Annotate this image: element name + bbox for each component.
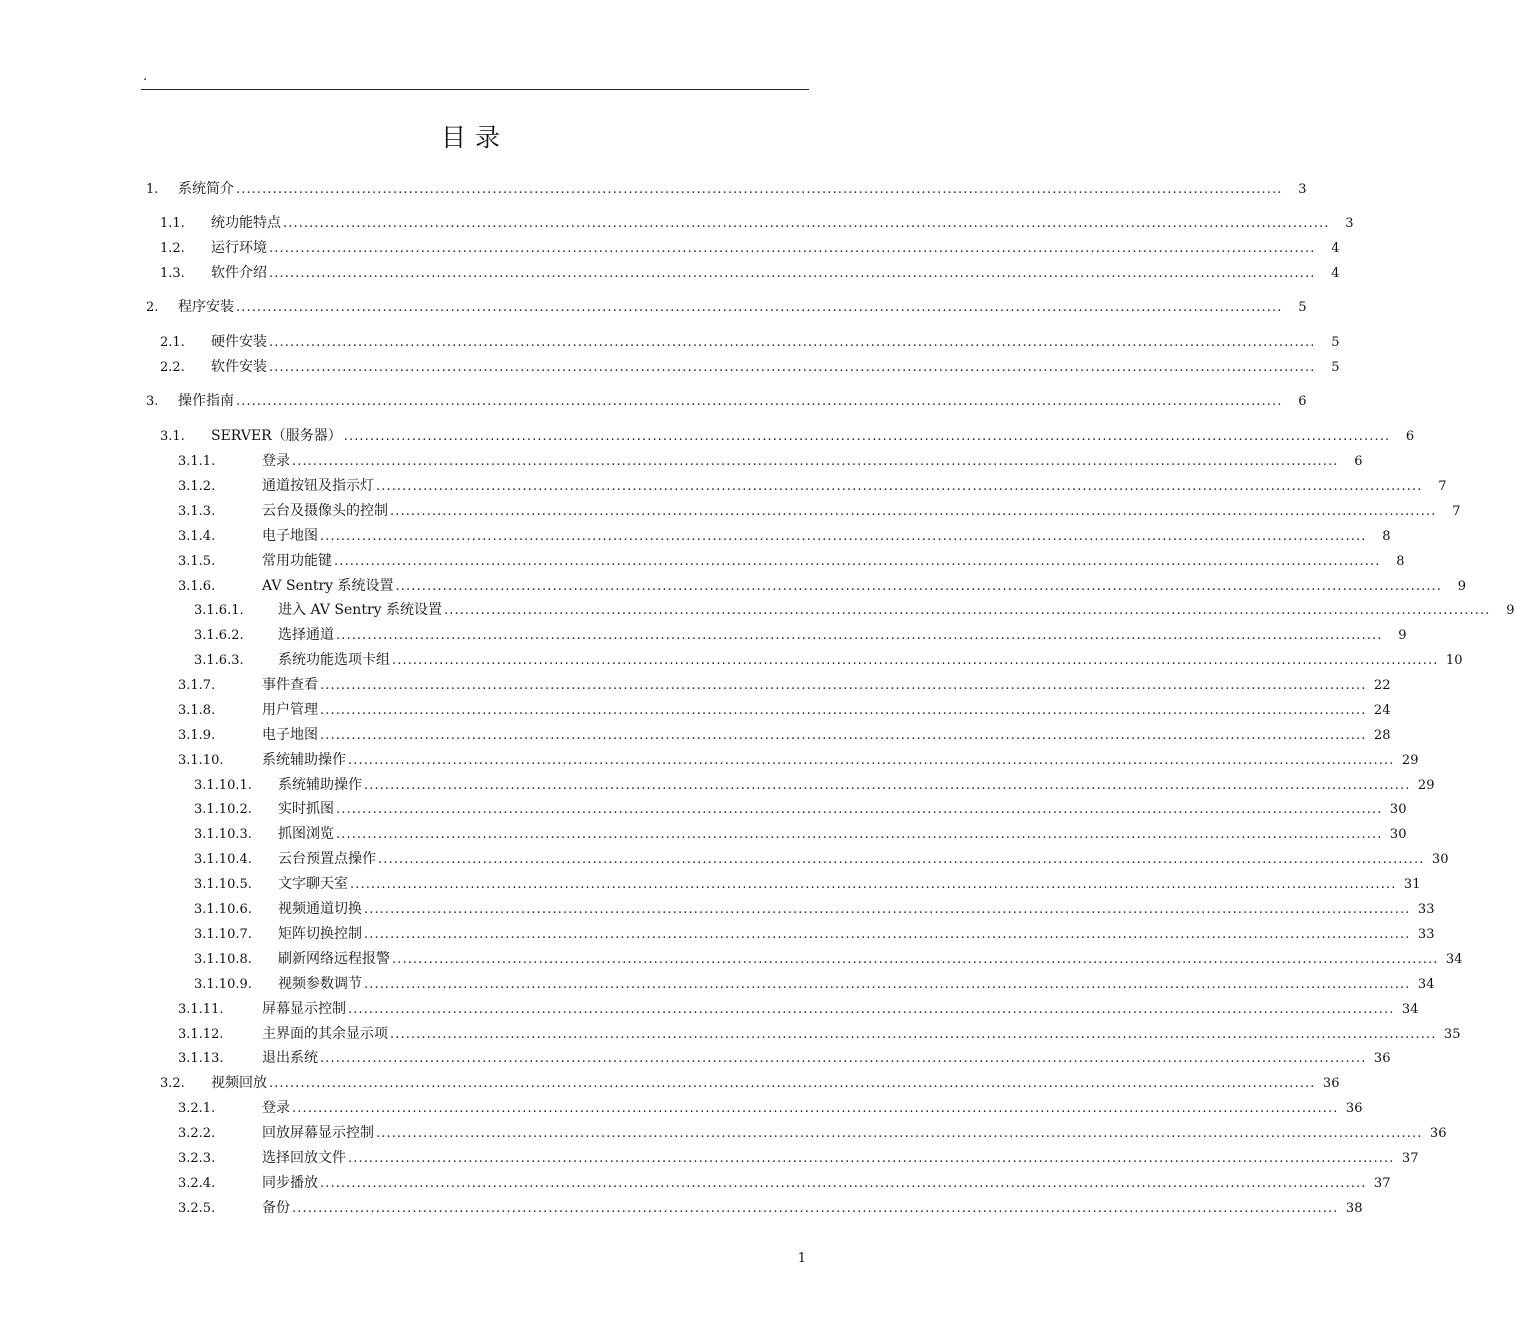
toc-entry-number: 3.1.10.4. xyxy=(194,852,252,867)
header-mark: . xyxy=(143,69,148,84)
toc-entry[interactable] xyxy=(178,674,1391,694)
toc-entry-number: 3.1.6.1. xyxy=(194,603,244,618)
toc-entry[interactable] xyxy=(160,212,1354,232)
toc-entry-title: 实时抓图 xyxy=(278,801,334,817)
toc-leader-dots: ........................................................................................................................................................................................................ xyxy=(320,1176,1367,1191)
toc-entry[interactable] xyxy=(194,624,1407,644)
toc-entry-number: 3.1.10.1. xyxy=(194,778,252,793)
toc-entry-page: 28 xyxy=(1373,728,1391,743)
toc-entry-page: 4 xyxy=(1331,241,1340,256)
toc-entry-title: 云台预置点操作 xyxy=(278,851,376,867)
toc-leader-dots: ........................................................................................................................................................................................................ xyxy=(392,952,1439,967)
toc-entry-page: 6 xyxy=(1405,429,1415,444)
toc-entry[interactable] xyxy=(146,390,1307,410)
toc-leader-dots: ........................................................................................................................................................................................................ xyxy=(376,1126,1423,1141)
toc-entry[interactable] xyxy=(194,973,1435,993)
toc-entry-title: 登录 xyxy=(262,453,290,469)
toc-entry-title: 视频通道切换 xyxy=(278,901,362,917)
toc-entry-title: 同步播放 xyxy=(262,1175,318,1191)
toc-entry-page: 5 xyxy=(1298,300,1307,315)
toc-leader-dots: ........................................................................................................................................................................................................ xyxy=(269,241,1316,256)
toc-entry[interactable] xyxy=(194,774,1435,794)
toc-entry-number: 3.1.10.2. xyxy=(194,802,252,817)
toc-entry[interactable] xyxy=(194,599,1514,619)
toc-entry-page: 9 xyxy=(1398,628,1407,643)
toc-entry-title: 备份 xyxy=(262,1200,290,1216)
toc-entry[interactable] xyxy=(160,425,1415,445)
toc-leader-dots: ........................................................................................................................................................................................................ xyxy=(343,429,1391,444)
toc-entry-title: 主界面的其余显示项 xyxy=(262,1026,388,1042)
toc-entry[interactable] xyxy=(160,1072,1340,1092)
toc-entry-title: 运行环境 xyxy=(211,240,267,256)
toc-entry-page: 5 xyxy=(1331,360,1340,375)
toc-leader-dots: ........................................................................................................................................................................................................ xyxy=(395,579,1443,594)
toc-entry-page: 24 xyxy=(1373,703,1391,718)
toc-entry-number: 2. xyxy=(146,300,159,315)
toc-entry-page: 34 xyxy=(1417,977,1435,992)
toc-entry-page: 29 xyxy=(1401,753,1419,768)
toc-entry[interactable] xyxy=(178,1047,1391,1067)
toc-entry-page: 33 xyxy=(1417,902,1435,917)
toc-entry[interactable] xyxy=(178,1097,1363,1117)
toc-entry[interactable] xyxy=(194,923,1435,943)
toc-entry-number: 3.1.1. xyxy=(178,454,216,469)
toc-entry[interactable] xyxy=(178,575,1467,595)
toc-entry-page: 30 xyxy=(1431,852,1449,867)
toc-entry[interactable] xyxy=(178,525,1391,545)
toc-entry-page: 36 xyxy=(1345,1101,1363,1116)
toc-entry-page: 37 xyxy=(1401,1151,1419,1166)
toc-leader-dots: ........................................................................................................................................................................................................ xyxy=(364,778,1411,793)
toc-leader-dots: ........................................................................................................................................................................................................ xyxy=(390,504,1437,519)
toc-entry-title: 系统简介 xyxy=(178,181,234,197)
toc-entry-page: 3 xyxy=(1298,182,1307,197)
toc-title: 目录 xyxy=(440,123,509,152)
toc-entry-page: 30 xyxy=(1389,802,1407,817)
toc-leader-dots: ........................................................................................................................................................................................................ xyxy=(236,182,1283,197)
toc-entry-page: 35 xyxy=(1443,1027,1461,1042)
toc-entry-number: 3.2.1. xyxy=(178,1101,216,1116)
toc-entry-page: 9 xyxy=(1506,603,1514,618)
toc-leader-dots: ........................................................................................................................................................................................................ xyxy=(292,1101,1339,1116)
toc-entry-title: 视频参数调节 xyxy=(278,976,362,992)
toc-entry-page: 30 xyxy=(1389,827,1407,842)
toc-entry-number: 1.3. xyxy=(160,266,185,281)
toc-entry-page: 6 xyxy=(1298,394,1307,409)
toc-entry[interactable] xyxy=(178,500,1461,520)
toc-entry-number: 2.2. xyxy=(160,360,185,375)
toc-entry-title: 电子地图 xyxy=(262,727,318,743)
toc-entry-page: 36 xyxy=(1322,1076,1340,1091)
toc-entry[interactable] xyxy=(178,699,1391,719)
toc-entry-number: 3.2. xyxy=(160,1076,185,1091)
toc-entry-title: 选择回放文件 xyxy=(262,1150,346,1166)
toc-leader-dots: ........................................................................................................................................................................................................ xyxy=(320,728,1367,743)
toc-leader-dots: ........................................................................................................................................................................................................ xyxy=(320,703,1367,718)
toc-entry[interactable] xyxy=(194,898,1435,918)
toc-entry[interactable] xyxy=(194,823,1407,843)
toc-entry-page: 6 xyxy=(1354,454,1363,469)
toc-entry[interactable] xyxy=(194,798,1407,818)
toc-entry-number: 3.1.3. xyxy=(178,504,216,519)
toc-leader-dots: ........................................................................................................................................................................................................ xyxy=(269,335,1316,350)
toc-leader-dots: ........................................................................................................................................................................................................ xyxy=(334,554,1381,569)
toc-leader-dots: ........................................................................................................................................................................................................ xyxy=(378,852,1425,867)
toc-leader-dots: ........................................................................................................................................................................................................ xyxy=(392,653,1439,668)
toc-entry-title: 选择通道 xyxy=(278,627,334,643)
toc-entry-number: 3.1.9. xyxy=(178,728,216,743)
toc-entry[interactable] xyxy=(160,331,1340,351)
toc-entry-page: 5 xyxy=(1331,335,1340,350)
toc-entry[interactable] xyxy=(194,948,1463,968)
toc-entry[interactable] xyxy=(178,450,1363,470)
toc-entry-number: 3.1.10.7. xyxy=(194,927,252,942)
toc-entry-number: 3.1.10. xyxy=(178,753,224,768)
toc-entry-number: 3.1.4. xyxy=(178,529,216,544)
toc-leader-dots: ........................................................................................................................................................................................................ xyxy=(350,877,1397,892)
toc-leader-dots: ........................................................................................................................................................................................................ xyxy=(336,802,1383,817)
toc-entry-number: 3.1.5. xyxy=(178,554,216,569)
toc-leader-dots: ........................................................................................................................................................................................................ xyxy=(283,216,1330,231)
toc-entry-title: 事件查看 xyxy=(262,677,318,693)
toc-entry-title: 刷新网络远程报警 xyxy=(278,951,390,967)
toc-leader-dots: ........................................................................................................................................................................................................ xyxy=(320,1051,1367,1066)
toc-entry-number: 3.2.2. xyxy=(178,1126,216,1141)
toc-entry-number: 2.1. xyxy=(160,335,185,350)
toc-entry[interactable] xyxy=(178,1147,1419,1167)
toc-entry[interactable] xyxy=(194,873,1421,893)
toc-leader-dots: ........................................................................................................................................................................................................ xyxy=(364,927,1411,942)
toc-entry-title: 硬件安装 xyxy=(211,334,267,350)
toc-entry-title: 退出系统 xyxy=(262,1050,318,1066)
toc-entry[interactable] xyxy=(178,1197,1363,1217)
toc-entry-page: 36 xyxy=(1429,1126,1447,1141)
toc-entry[interactable] xyxy=(178,1122,1447,1142)
toc-entry-title: 统功能特点 xyxy=(211,215,281,231)
toc-entry-number: 1.1. xyxy=(160,216,185,231)
toc-entry[interactable] xyxy=(178,749,1419,769)
toc-entry-page: 7 xyxy=(1452,504,1461,519)
toc-entry-number: 3.1.6.3. xyxy=(194,653,244,668)
toc-entry-title: 软件介绍 xyxy=(211,265,267,281)
toc-entry-number: 3.1.10.6. xyxy=(194,902,252,917)
toc-entry-page: 29 xyxy=(1417,778,1435,793)
toc-entry-title: 屏幕显示控制 xyxy=(262,1001,346,1017)
toc-entry[interactable] xyxy=(160,262,1340,282)
toc-entry-number: 3.1.10.3. xyxy=(194,827,252,842)
toc-leader-dots: ........................................................................................................................................................................................................ xyxy=(236,394,1283,409)
toc-entry-number: 3.2.4. xyxy=(178,1176,216,1191)
toc-entry-page: 8 xyxy=(1396,554,1405,569)
toc-entry-page: 33 xyxy=(1417,927,1435,942)
toc-entry-title: 矩阵切换控制 xyxy=(278,926,362,942)
toc-leader-dots: ........................................................................................................................................................................................................ xyxy=(320,529,1367,544)
toc-entry[interactable] xyxy=(178,998,1419,1018)
toc-entry-number: 3.1.8. xyxy=(178,703,216,718)
toc-leader-dots: ........................................................................................................................................................................................................ xyxy=(269,360,1316,375)
toc-entry-page: 8 xyxy=(1382,529,1391,544)
toc-entry-page: 34 xyxy=(1401,1002,1419,1017)
toc-entry[interactable] xyxy=(194,649,1463,669)
toc-entry[interactable] xyxy=(178,475,1447,495)
toc-entry-title: 软件安装 xyxy=(211,359,267,375)
toc-entry-title: 系统辅助操作 xyxy=(262,752,346,768)
toc-entry-title: 系统功能选项卡组 xyxy=(278,652,390,668)
toc-entry-number: 3.1.6. xyxy=(178,579,216,594)
toc-entry[interactable] xyxy=(146,296,1307,316)
toc-entry-title: 文字聊天室 xyxy=(278,876,348,892)
toc-entry-number: 3.2.5. xyxy=(178,1201,216,1216)
toc-entry-page: 4 xyxy=(1331,266,1340,281)
toc-entry-number: 3.1.6.2. xyxy=(194,628,244,643)
toc-entry-number: 3.1.2. xyxy=(178,479,216,494)
toc-entry-page: 37 xyxy=(1373,1176,1391,1191)
toc-entry-title: 用户管理 xyxy=(262,702,318,718)
toc-entry-page: 10 xyxy=(1445,653,1463,668)
toc-leader-dots: ........................................................................................................................................................................................................ xyxy=(236,300,1283,315)
toc-leader-dots: ........................................................................................................................................................................................................ xyxy=(390,1027,1437,1042)
toc-entry-page: 3 xyxy=(1345,216,1354,231)
toc-entry-number: 3. xyxy=(146,394,159,409)
toc-leader-dots: ........................................................................................................................................................................................................ xyxy=(292,454,1339,469)
toc-entry-title: 电子地图 xyxy=(262,528,318,544)
toc-entry-number: 1. xyxy=(146,182,159,197)
toc-entry-number: 1.2. xyxy=(160,241,185,256)
toc-entry-title: 系统辅助操作 xyxy=(278,777,362,793)
toc-entry-title: 回放屏幕显示控制 xyxy=(262,1125,374,1141)
toc-entry-title: 程序安装 xyxy=(178,299,234,315)
toc-entry-title: 抓图浏览 xyxy=(278,826,334,842)
toc-leader-dots: ........................................................................................................................................................................................................ xyxy=(444,603,1491,618)
toc-entry-page: 34 xyxy=(1445,952,1463,967)
toc-entry-title: 进入 AV Sentry 系统设置 xyxy=(278,602,442,618)
toc-entry[interactable] xyxy=(194,848,1449,868)
toc-entry-title: AV Sentry 系统设置 xyxy=(262,578,394,594)
toc-entry-number: 3.1.13. xyxy=(178,1051,224,1066)
toc-entry[interactable] xyxy=(146,178,1307,198)
toc-entry[interactable] xyxy=(178,1023,1461,1043)
toc-entry-title: 常用功能键 xyxy=(262,553,332,569)
toc-leader-dots: ........................................................................................................................................................................................................ xyxy=(336,827,1383,842)
toc-entry-page: 38 xyxy=(1345,1201,1363,1216)
toc-entry[interactable] xyxy=(178,1172,1391,1192)
toc-entry-title: 通道按钮及指示灯 xyxy=(262,478,374,494)
toc-entry-title: SERVER（服务器） xyxy=(211,428,342,444)
toc-entry-page: 7 xyxy=(1438,479,1447,494)
toc-entry-number: 3.1.10.5. xyxy=(194,877,252,892)
toc-entry[interactable] xyxy=(160,356,1340,376)
page-number: 1 xyxy=(797,1251,806,1266)
toc-entry-number: 3.1.10.9. xyxy=(194,977,252,992)
toc-entry-page: 9 xyxy=(1457,579,1467,594)
toc-leader-dots: ........................................................................................................................................................................................................ xyxy=(364,902,1411,917)
toc-entry-page: 31 xyxy=(1403,877,1421,892)
toc-leader-dots: ........................................................................................................................................................................................................ xyxy=(292,1201,1339,1216)
toc-leader-dots: ........................................................................................................................................................................................................ xyxy=(376,479,1423,494)
toc-entry[interactable] xyxy=(178,550,1405,570)
toc-leader-dots: ........................................................................................................................................................................................................ xyxy=(269,266,1316,281)
toc-entry-title: 云台及摄像头的控制 xyxy=(262,503,388,519)
toc-leader-dots: ........................................................................................................................................................................................................ xyxy=(269,1076,1316,1091)
toc-entry-number: 3.1.10.8. xyxy=(194,952,252,967)
toc-entry-number: 3.1.11. xyxy=(178,1002,224,1017)
toc-entry-page: 22 xyxy=(1373,678,1391,693)
toc-entry-title: 操作指南 xyxy=(178,393,234,409)
toc-leader-dots: ........................................................................................................................................................................................................ xyxy=(336,628,1383,643)
toc-entry-number: 3.2.3. xyxy=(178,1151,216,1166)
toc-leader-dots: ........................................................................................................................................................................................................ xyxy=(348,1002,1395,1017)
toc-entry-number: 3.1.7. xyxy=(178,678,216,693)
toc-leader-dots: ........................................................................................................................................................................................................ xyxy=(348,1151,1395,1166)
toc-leader-dots: ........................................................................................................................................................................................................ xyxy=(364,977,1411,992)
toc-entry-title: 视频回放 xyxy=(211,1075,267,1091)
toc-entry-title: 登录 xyxy=(262,1100,290,1116)
toc-leader-dots: ........................................................................................................................................................................................................ xyxy=(348,753,1395,768)
toc-leader-dots: ........................................................................................................................................................................................................ xyxy=(320,678,1367,693)
toc-entry-number: 3.1. xyxy=(160,429,185,444)
toc-entry-page: 36 xyxy=(1373,1051,1391,1066)
toc-entry[interactable] xyxy=(178,724,1391,744)
toc-entry[interactable] xyxy=(160,237,1340,257)
toc-entry-number: 3.1.12. xyxy=(178,1027,224,1042)
